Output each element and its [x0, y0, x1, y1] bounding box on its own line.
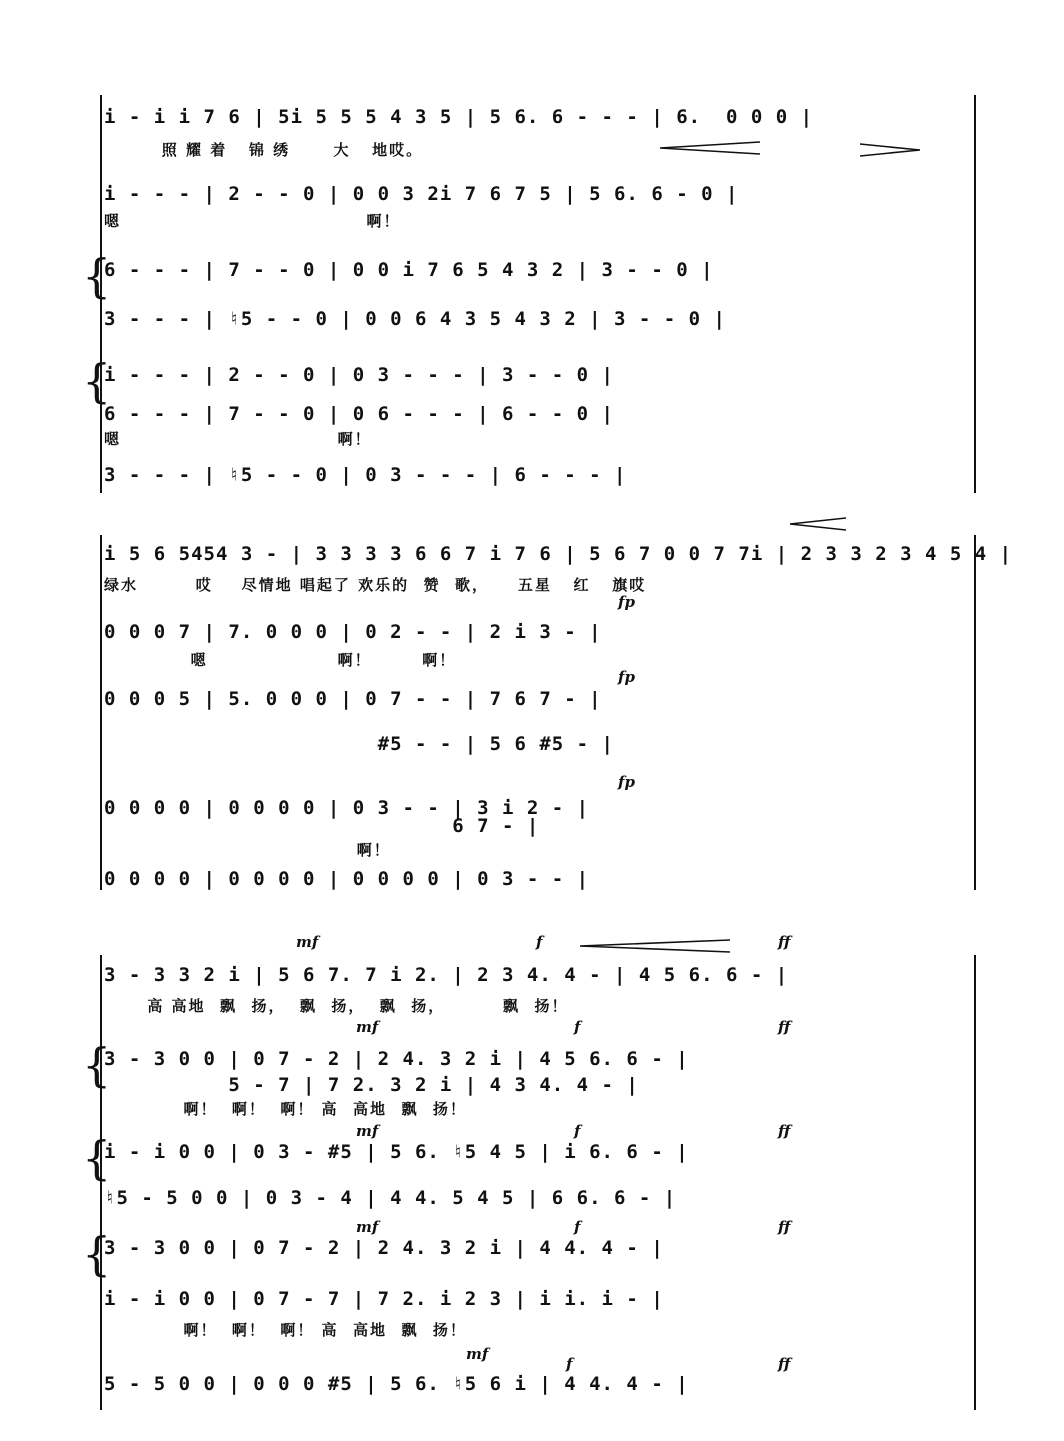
voice-row	[0, 1367, 1064, 1401]
lyric-line: 绿水 哎 尽情地 唱起了 欢乐的 赞 歌， 五星 红 旗哎	[104, 576, 647, 594]
notes-line: i 5 6 5454 3 - | 3 3 3 3 6 6 7 i 7 6 | 5 6 7 0 0 7 7i | 2 3 3 2 3 4 5 4 |	[104, 543, 1013, 565]
brace-icon: {	[82, 1131, 112, 1185]
voice-row	[0, 862, 1064, 896]
voice-row	[0, 615, 1064, 649]
lyric-line: 高 高地 飘 扬， 飘 扬， 飘 扬， 飘 扬！	[104, 997, 569, 1015]
voice-row	[0, 1181, 1064, 1215]
voice-row	[0, 358, 1064, 392]
voice-row	[0, 253, 1064, 287]
voice-row	[0, 397, 1064, 431]
voice-row	[0, 1231, 1064, 1265]
brace-icon: {	[82, 1227, 112, 1281]
lyric-line: 照 耀 着 锦 绣 大 地哎。	[104, 141, 424, 159]
voice-row	[0, 458, 1064, 492]
melody-row	[0, 100, 1064, 134]
notes-line: 0 0 0 0 | 0 0 0 0 | 0 0 0 0 | 0 3 - - |	[104, 868, 590, 890]
voice-row	[0, 302, 1064, 336]
dynamic-mark: f	[574, 1218, 581, 1236]
system-2	[0, 535, 1064, 895]
notes-line: i - - - | 2 - - 0 | 0 3 - - - | 3 - - 0 |	[104, 364, 614, 386]
crescendo-hairpin-icon	[790, 517, 846, 531]
notes-line: i - - - | 2 - - 0 | 0 0 3 2i 7 6 7 5 | 5 6. 6 - 0 |	[104, 183, 739, 205]
notes-line: i - i 0 0 | 0 7 - 7 | 7 2. i 2 3 | i i. i - |	[104, 1288, 664, 1310]
dynamic-mark: mf	[356, 1122, 379, 1140]
notes-line: 3 - 3 0 0 | 0 7 - 2 | 2 4. 3 2 i | 4 5 6. 6 - |	[104, 1048, 689, 1070]
dynamic-mark: ff	[778, 1355, 791, 1373]
system-3	[0, 933, 1064, 1415]
brace-icon: {	[82, 1038, 112, 1092]
voice-row	[0, 1135, 1064, 1169]
voice-row	[0, 177, 1064, 211]
melody-row	[0, 958, 1064, 992]
lyric-line: 啊！	[104, 841, 391, 859]
dynamic-mark: fp	[618, 773, 635, 791]
notes-line: 0 0 0 5 | 5. 0 0 0 | 0 7 - - | 7 6 7 - |	[104, 688, 602, 710]
notes-line: 3 - 3 3 2 i | 5 6 7. 7 i 2. | 2 3 4. 4 - | 4 5 6. 6 - |	[104, 964, 789, 986]
crescendo-hairpin-icon	[580, 939, 730, 953]
dynamic-mark: fp	[618, 668, 635, 686]
voice-row	[0, 1282, 1064, 1316]
brace-icon: {	[82, 354, 112, 408]
lyric-line: 嗯 啊！	[104, 212, 401, 230]
dynamic-mark: ff	[778, 1122, 791, 1140]
notes-line: 5 - 5 0 0 | 0 0 0 #5 | 5 6. ♮5 6 i | 4 4. 4 - |	[104, 1373, 689, 1395]
notes-line: 3 - - - | ♮5 - - 0 | 0 3 - - - | 6 - - - |	[104, 464, 627, 486]
voice-row	[0, 682, 1064, 716]
dynamic-mark: ff	[778, 933, 791, 951]
dynamic-mark: f	[574, 1018, 581, 1036]
notes-line: ♮5 - 5 0 0 | 0 3 - 4 | 4 4. 5 4 5 | 6 6. 6 - |	[104, 1187, 677, 1209]
lyric-line: 啊！ 啊！ 啊！ 高 高地 飘 扬！	[104, 1321, 467, 1339]
notes-line: 6 - - - | 7 - - 0 | 0 6 - - - | 6 - - 0 |	[104, 403, 614, 425]
notes-line: 0 0 0 0 | 0 0 0 0 | 0 3 - - | 3 i 2 - |	[104, 797, 590, 819]
brace-icon: {	[82, 249, 112, 303]
crescendo-hairpin-icon	[660, 141, 760, 155]
dynamic-mark: f	[536, 933, 543, 951]
notes-line: i - i i 7 6 | 5i 5 5 5 4 3 5 | 5 6. 6 - - - | 6. 0 0 0 |	[104, 106, 814, 128]
melody-row	[0, 537, 1064, 571]
dynamic-mark: f	[574, 1122, 581, 1140]
dynamic-mark: ff	[778, 1018, 791, 1036]
dynamic-mark: ff	[778, 1218, 791, 1236]
dynamic-mark: f	[566, 1355, 573, 1373]
lyric-line: 嗯 啊！	[104, 430, 372, 448]
notes-line: 6 - - - | 7 - - 0 | 0 0 i 7 6 5 4 3 2 | 3 - - 0 |	[104, 259, 714, 281]
dynamic-mark: mf	[356, 1218, 379, 1236]
lyric-line: 嗯 啊！ 啊！	[104, 651, 457, 669]
notes-line: 6 7 - |	[104, 815, 540, 837]
dynamic-mark: mf	[356, 1018, 379, 1036]
system-1	[0, 95, 1064, 495]
notes-line: 3 - - - | ♮5 - - 0 | 0 0 6 4 3 5 4 3 2 | 3 - - 0 |	[104, 308, 726, 330]
notes-line: 3 - 3 0 0 | 0 7 - 2 | 2 4. 3 2 i | 4 4. 4 - |	[104, 1237, 664, 1259]
dynamic-mark: fp	[618, 593, 635, 611]
voice-row	[0, 727, 1064, 761]
notes-line: #5 - - | 5 6 #5 - |	[104, 733, 614, 755]
dynamic-mark: mf	[296, 933, 319, 951]
notes-line: 5 - 7 | 7 2. 3 2 i | 4 3 4. 4 - |	[104, 1074, 639, 1096]
dynamic-mark: mf	[466, 1345, 489, 1363]
lyric-line: 啊！ 啊！ 啊！ 高 高地 飘 扬！	[104, 1100, 467, 1118]
notes-line: i - i 0 0 | 0 3 - #5 | 5 6. ♮5 4 5 | i 6. 6 - |	[104, 1141, 689, 1163]
decrescendo-hairpin-icon	[860, 143, 920, 157]
notes-line: 0 0 0 7 | 7. 0 0 0 | 0 2 - - | 2 i 3 - |	[104, 621, 602, 643]
